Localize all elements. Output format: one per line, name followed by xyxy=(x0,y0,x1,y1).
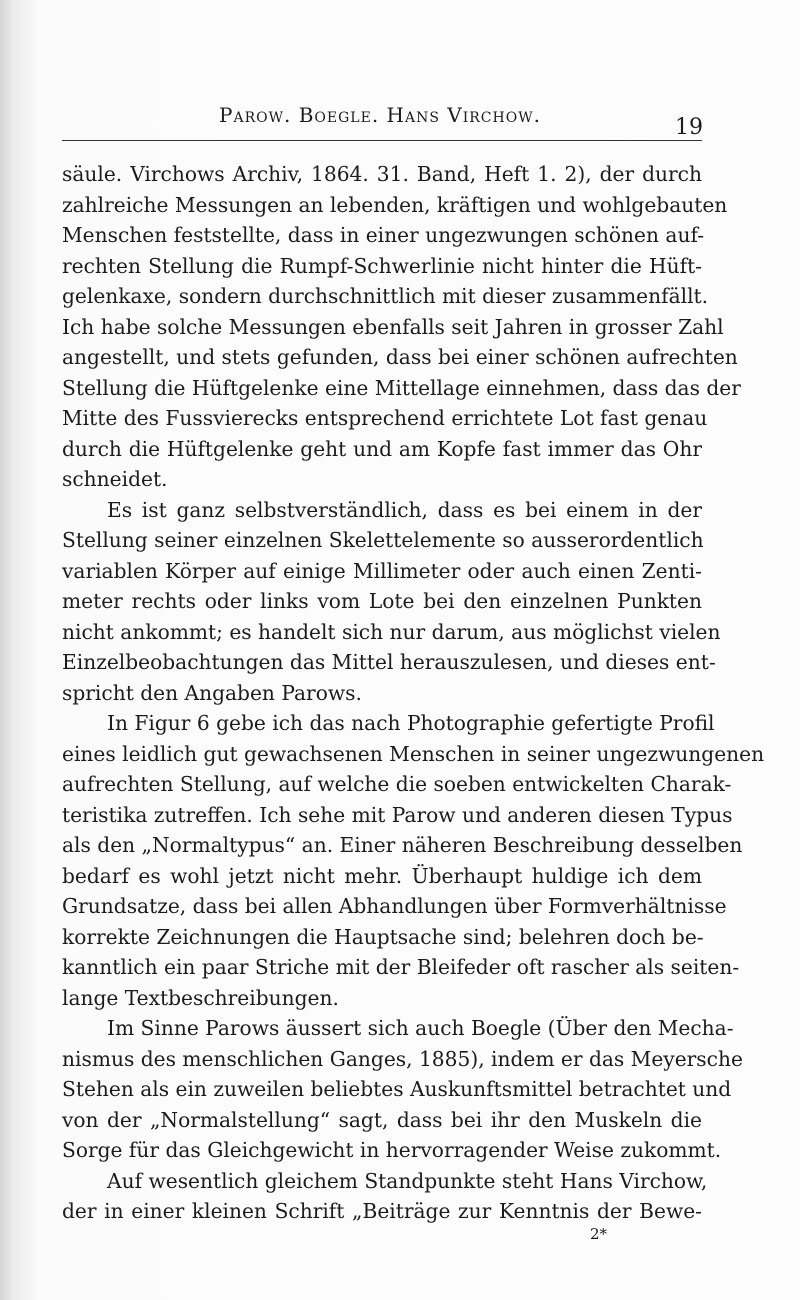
text-line: rechten Stellung die Rumpf-Schwerlinie nicht hinter die Hüft- xyxy=(62,253,702,278)
text-line: säule. Virchows Archiv, 1864. 31. Band, Heft 1. 2), der durch xyxy=(62,162,702,186)
text-line: angestellt, und stets gefunden, dass bei einer schönen aufrechten xyxy=(62,345,738,369)
text-line: schneidet. xyxy=(62,467,168,491)
text-line: Es ist ganz selbstverständlich, dass es bei einem in der xyxy=(107,497,702,522)
text-line: In Figur 6 gebe ich das nach Photographie gefertigte Profil xyxy=(107,711,715,735)
text-line: bedarf es wohl jetzt nicht mehr. Überhaupt huldige ich dem xyxy=(62,863,702,888)
text-line: Im Sinne Parows äussert sich auch Boegle (Über den Mecha- xyxy=(107,1016,734,1040)
text-line: korrekte Zeichnungen die Hauptsache sind; belehren doch be- xyxy=(62,924,704,949)
text-line: der in einer kleinen Schrift „Beiträge zur Kenntnis der Bewe- xyxy=(62,1199,702,1223)
text-line: zahlreiche Messungen an lebenden, kräftigen und wohlgebauten xyxy=(62,192,728,217)
text-line: als den „Normaltypus“ an. Einer näheren Beschreibung desselben xyxy=(62,833,743,857)
text-line: Sorge für das Gleichgewicht in hervorragender Weise zukommt. xyxy=(62,1138,722,1162)
signature-mark: 2* xyxy=(590,1225,608,1243)
text-line: von der „Normalstellung“ sagt, dass bei ihr den Muskeln die xyxy=(62,1107,702,1132)
text-line: lange Textbeschreibungen. xyxy=(62,985,339,1010)
text-line: kanntlich ein paar Striche mit der Bleifeder oft rascher als seiten- xyxy=(62,955,740,979)
page-number: 19 xyxy=(675,115,703,140)
header-rule xyxy=(62,140,702,141)
text-line: eines leidlich gut gewachsenen Menschen in seiner ungezwungenen xyxy=(62,741,765,766)
text-line: nicht ankommt; es handelt sich nur darum, aus möglichst vielen xyxy=(62,619,721,644)
text-line: Grundsatze, dass bei allen Abhandlungen über Formverhältnisse xyxy=(62,894,727,918)
text-line: Stellung seiner einzelnen Skelettelemente so ausserordentlich xyxy=(62,528,704,552)
text-line: meter rechts oder links vom Lote bei den einzelnen Punkten xyxy=(62,589,702,613)
text-line: Stellung die Hüftgelenke eine Mittellage einnehmen, dass das der xyxy=(62,375,741,400)
text-line: Stehen als ein zuweilen beliebtes Auskunftsmittel betrachtet und xyxy=(62,1077,732,1101)
text-line: durch die Hüftgelenke geht und am Kopfe fast immer das Ohr xyxy=(62,436,702,461)
text-line: Auf wesentlich gleichem Standpunkte steht Hans Virchow, xyxy=(107,1168,708,1193)
body-text xyxy=(62,159,765,1227)
text-line: aufrechten Stellung, auf welche die soeben entwickelten Charak- xyxy=(62,772,732,796)
text-line: Mitte des Fussvierecks entsprechend errichtete Lot fast genau xyxy=(62,406,708,430)
text-line: gelenkaxe, sondern durchschnittlich mit dieser zusammenfällt. xyxy=(62,284,709,308)
text-line: Menschen feststellte, dass in einer ungezwungen schönen auf- xyxy=(62,223,705,247)
text-line: Ich habe solche Messungen ebenfalls seit Jahren in grosser Zahl xyxy=(62,314,724,339)
text-line: spricht den Angaben Parows. xyxy=(62,680,362,705)
running-header: Parow. Boegle. Hans Virchow. xyxy=(219,103,541,127)
text-line: teristika zutreffen. Ich sehe mit Parow und anderen diesen Typus xyxy=(62,802,733,827)
text-line: variablen Körper auf einige Millimeter oder auch einen Zenti- xyxy=(62,558,702,583)
text-line: Einzelbeobachtungen das Mittel herauszulesen, und dieses ent- xyxy=(62,650,716,674)
text-line: nismus des menschlichen Ganges, 1885), indem er das Meyersche xyxy=(62,1046,743,1071)
